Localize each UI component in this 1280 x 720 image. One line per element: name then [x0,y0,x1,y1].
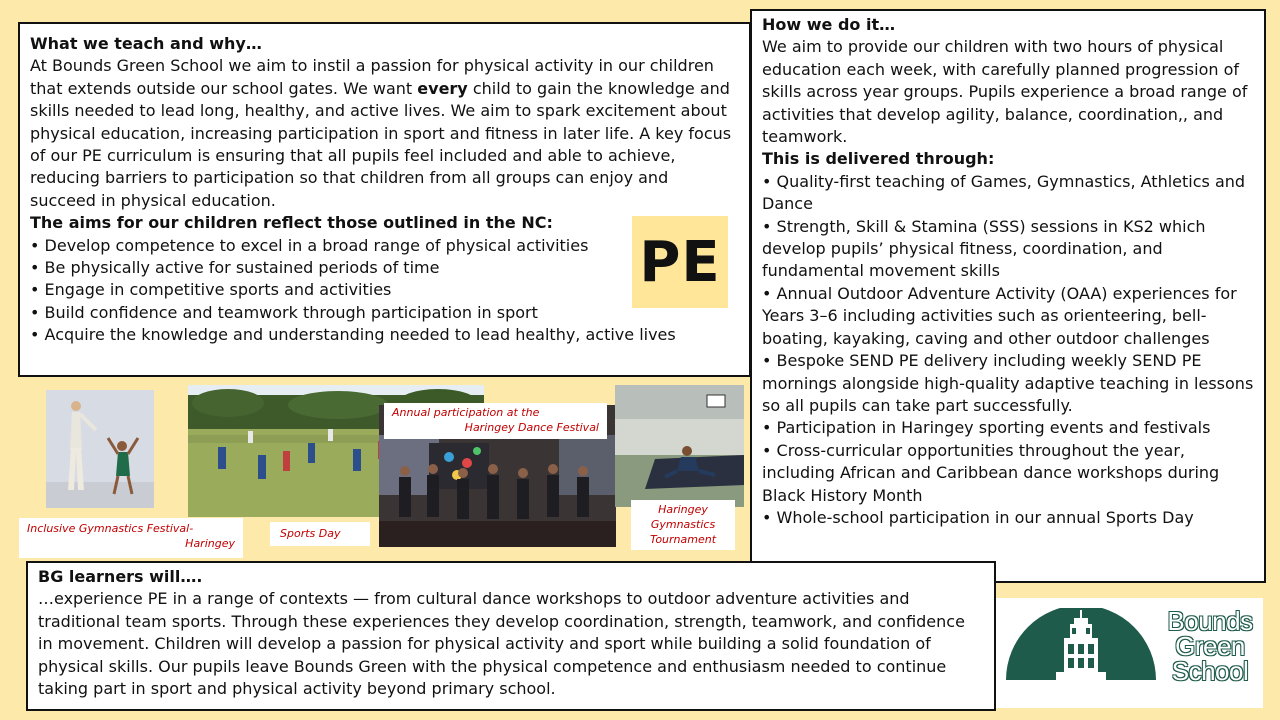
aims-list-item: • Build confidence and teamwork through participation in sport [30,302,739,324]
school-logo [996,598,1263,708]
delivery-list-item: • Annual Outdoor Adventure Activity (OAA) experiences for Years 3–6 including activities such as orienteering, bell-boating, kayaking, caving and other outdoor challenges [762,283,1254,350]
wordmark-line: School [1171,656,1249,686]
caption-line: Annual participation at the [392,406,540,419]
caption-line: Gymnastics [650,518,716,531]
delivery-list-item: • Quality-first teaching of Games, Gymnastics, Athletics and Dance [762,171,1254,216]
caption-line: Haringey [185,537,235,550]
caption-line: Haringey Dance Festival [464,421,599,434]
gymnastics-festival-caption [19,518,243,558]
intro-text-part-2: child to gain the knowledge and skills needed to lead long, healthy, and active lives. We aim to spark excitement about physical education, increasing participation in sport and fitness in later life. A key focus of our PE curriculum is ensuring that all pupils feel included and able to achieve, reducing barriers to participation so that children from all groups can enjoy and succeed in physical education. [30,78,732,210]
school-name-wordmark [1160,606,1260,686]
how-we-do-it-heading: How we do it… [762,15,896,34]
what-we-teach-heading: What we teach and why… [30,34,262,53]
delivery-list [762,171,1254,530]
wordmark-line: Green [1175,631,1245,661]
aims-heading: The aims for our children reflect those outlined in the NC: [30,213,553,233]
bg-learners-panel [26,561,996,711]
delivery-list-item: • Bespoke SEND PE delivery including weekly SEND PE mornings alongside high-quality adaptive teaching in lessons so all pupils can take part successfully. [762,350,1254,417]
delivery-list-item: • Participation in Haringey sporting events and festivals [762,417,1254,439]
sports-day-caption: Sports Day [270,522,370,546]
bg-learners-body: …experience PE in a range of contexts — from cultural dance workshops to outdoor adventure activities and traditional team sports. Through these experiences they develop coordination, strength, teamwork, and confidence in movement. Children will develop a passion for physical activity and sport while building a solid foundation of physical skills. Our pupils leave Bounds Green with the physical competence and enthusiasm needed to continue taking part in sport and physical activity beyond primary school. [38,589,965,699]
caption-line: Inclusive Gymnastics Festival- [27,522,194,535]
aims-list-item: • Be physically active for sustained periods of time [30,257,739,279]
gymnastics-festival-photo [46,390,154,508]
gymnastics-tournament-caption [631,500,735,550]
intro-text-part-1: At Bounds Green School we aim to instil a passion for physical activity in our children that extends outside our school gates. We want [30,56,714,98]
aims-list-item: • Engage in competitive sports and activities [30,279,739,301]
gymnastics-tournament-photo [615,385,744,507]
aims-list-item: • Acquire the knowledge and understanding needed to lead healthy, active lives [30,324,739,346]
caption-line: Haringey [658,503,708,516]
pe-badge: PE [632,216,728,308]
school-building-icon [1006,608,1156,680]
delivery-list-item: • Strength, Skill & Stamina (SSS) sessions in KS2 which develop pupils’ physical fitness, coordination, and fundamental movement skills [762,216,1254,283]
wordmark-line: Bounds [1167,606,1253,636]
dance-festival-caption [384,403,607,439]
caption-line: Tournament [649,533,717,546]
what-we-teach-intro [30,55,739,212]
intro-text-bold: every [417,78,468,98]
delivery-list-item: • Whole-school participation in our annual Sports Day [762,507,1254,529]
delivered-through-heading: This is delivered through: [762,149,995,169]
bg-learners-heading: BG learners will…. [38,567,203,586]
aims-list-item: • Develop competence to excel in a broad range of physical activities [30,235,739,257]
delivery-list-item: • Cross-curricular opportunities throughout the year, including African and Caribbean dance workshops during Black History Month [762,440,1254,507]
what-we-teach-panel [18,22,751,377]
how-we-do-it-panel [750,9,1266,583]
how-we-do-it-intro: We aim to provide our children with two hours of physical education each week, with carefully planned progression of skills across year groups. Pupils experience a broad range of activities that develop agility, balance, coordination,, and teamwork. [762,37,1248,147]
